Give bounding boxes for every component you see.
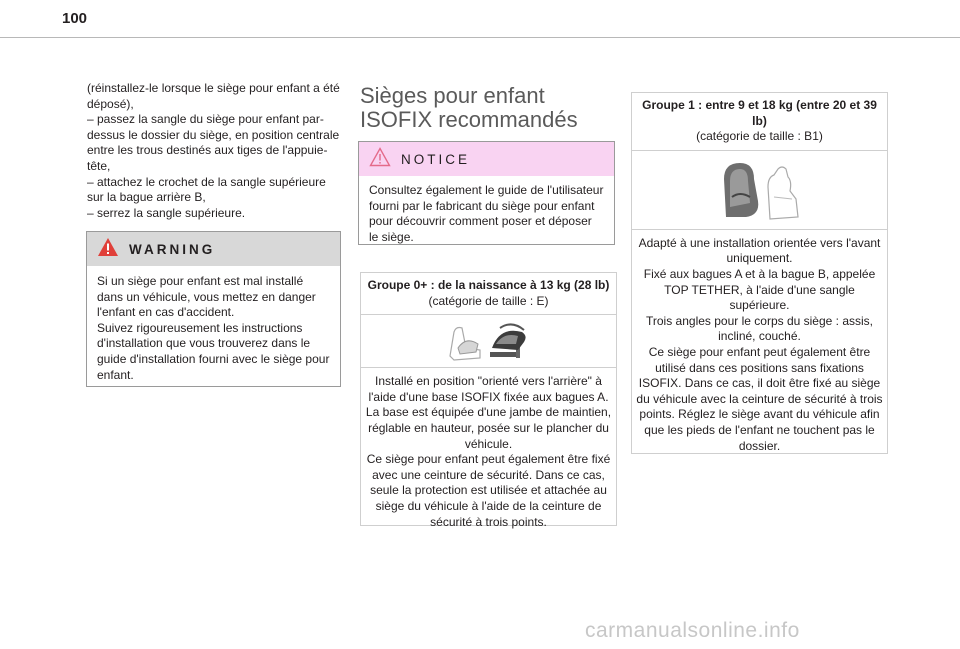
section-title-line: ISOFIX recommandés	[360, 107, 578, 132]
infant-carrier-illustration	[444, 318, 534, 364]
warning-header	[87, 232, 340, 266]
intro-line: (réinstallez-le lorsque le siège pour enfant a été déposé),	[87, 81, 340, 111]
warning-body	[87, 266, 340, 383]
intro-text	[87, 81, 345, 221]
intro-line: – serrez la sangle supérieure.	[87, 205, 246, 220]
notice-title: NOTICE	[401, 151, 471, 167]
warning-title: WARNING	[129, 241, 216, 257]
intro-line: – attachez le crochet de la sangle supérieure sur la bague arrière B,	[87, 174, 326, 205]
notice-header	[359, 142, 614, 176]
child-seat-illustration	[718, 157, 802, 223]
group0-heading: Groupe 0+ : de la naissance à 13 kg (28 lb)	[367, 278, 610, 292]
group0-text	[361, 368, 616, 530]
warning-paragraph: Si un siège pour enfant est mal installé dans un véhicule, vous mettez en danger l'enfant en cas d'accident.	[97, 274, 316, 320]
notice-body: Consultez également le guide de l'utilisateur fourni par le fabricant du siège pour enfant pour découvrir comment poser et déposer le siège.	[369, 183, 604, 244]
header-rule	[0, 37, 960, 38]
group1-category: (catégorie de taille : B1)	[696, 129, 823, 144]
group1-paragraph: Trois angles pour le corps du siège : assis, incliné, couché.	[646, 313, 873, 344]
group1-card	[631, 92, 888, 454]
notice-triangle-icon	[369, 147, 391, 172]
group0-header	[361, 273, 616, 315]
warning-triangle-icon	[97, 237, 119, 262]
section-title	[360, 84, 578, 132]
warning-box	[86, 231, 341, 387]
section-title-line: Sièges pour enfant	[360, 83, 545, 108]
group1-image	[632, 151, 887, 230]
group1-paragraph: Adapté à une installation orientée vers l'avant uniquement.	[638, 235, 881, 266]
group1-text	[632, 230, 887, 454]
group0-paragraph: Installé en position "orienté vers l'arrière" à l'aide d'une base ISOFIX fixée aux bagues A. La base est équipée d'une jambe de maintien, réglable en hauteur, posée sur le plancher du véhicule.	[365, 374, 612, 451]
group0-image	[361, 315, 616, 368]
warning-paragraph: Suivez rigoureusement les instructions d'installation que vous trouverez dans le guide d'installation fourni avec le siège pour enfant.	[97, 320, 330, 382]
group1-paragraph: Ce siège pour enfant peut également être utilisé dans ces positions sans fixations ISOFIX. Dans ce cas, il doit être fixé au siège du véhicule avec la ceinture de sécurité à trois points. Réglez le siège avant du véhicule afin que les pieds de l'enfant ne touchent pas le dossier.	[636, 344, 883, 453]
group0-category: (catégorie de taille : E)	[428, 293, 549, 308]
intro-line: – passez la sangle du siège pour enfant par-dessus le dossier du siège, en position centrale entre les trous destinés aux tiges de l'appuie-tête,	[87, 112, 340, 173]
group1-heading: Groupe 1 : entre 9 et 18 kg (entre 20 et 39 lb)	[642, 98, 877, 128]
group1-paragraph: Fixé aux bagues A et à la bague B, appelée TOP TETHER, à l'aide d'une sangle supérieure.	[643, 266, 876, 313]
group1-header	[632, 93, 887, 151]
group0-card	[360, 272, 617, 529]
page-number: 100	[62, 10, 88, 27]
notice-box	[358, 141, 615, 245]
watermark: carmanualsonline.info	[585, 619, 800, 642]
group0-paragraph: Ce siège pour enfant peut également être fixé avec une ceinture de sécurité. Dans ce cas, seule la protection est utilisée et attachée au siège du véhicule à l'aide de la ceinture de sécurité à trois points.	[366, 452, 611, 529]
